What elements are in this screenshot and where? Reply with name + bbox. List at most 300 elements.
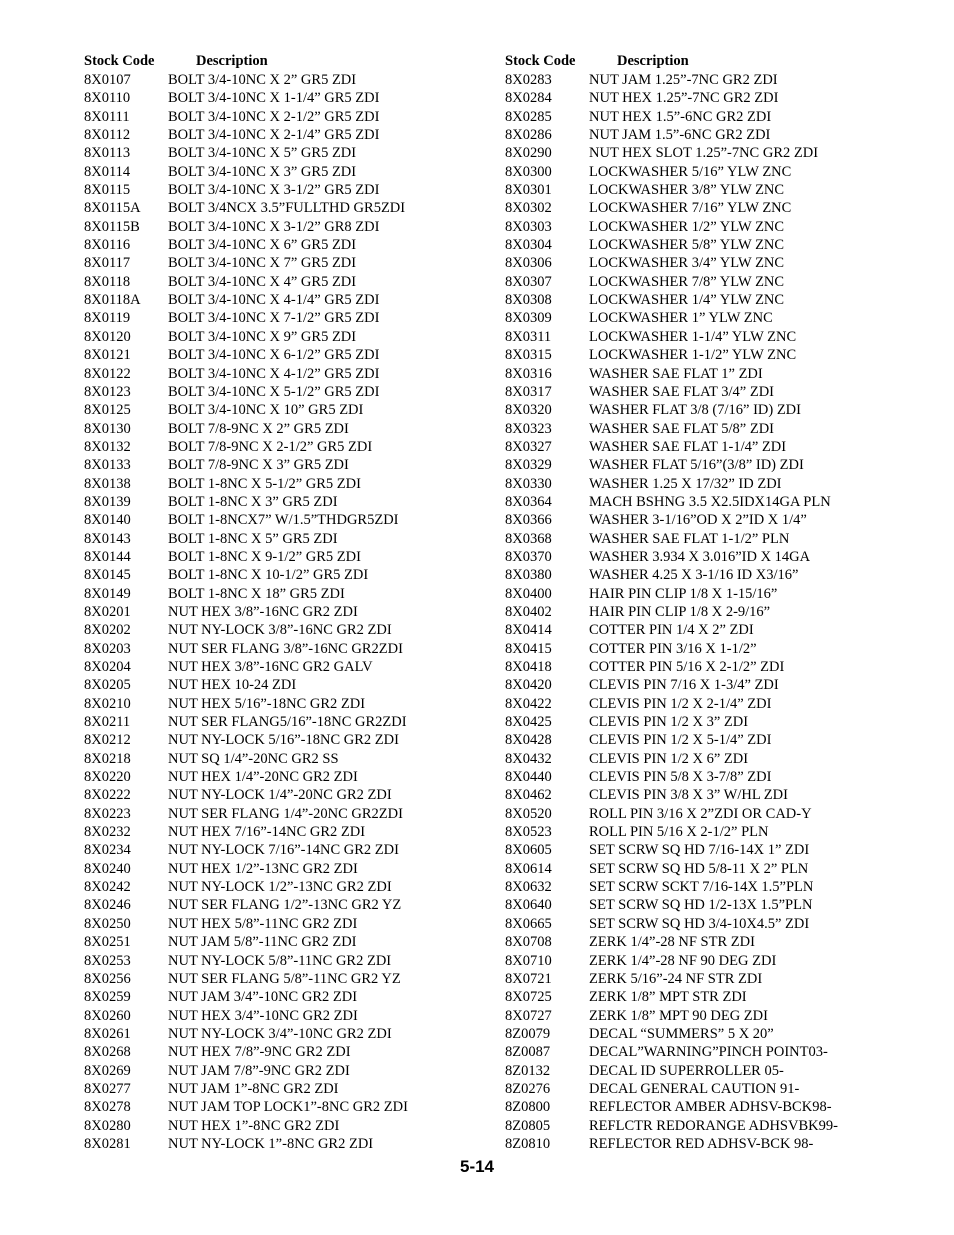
stock-code: 8X0115A [84,200,141,217]
part-description: LOCKWASHER 5/8” YLW ZNC [589,237,785,254]
table-row [505,1043,925,1061]
part-description: NUT HEX 1.5”-6NC GR2 ZDI [589,108,772,125]
stock-code: 8X0242 [84,879,131,896]
part-description: NUT HEX 7/16”-14NC GR2 ZDI [168,824,366,841]
table-row [505,475,925,493]
table-row [84,860,484,878]
part-description: NUT HEX SLOT 1.25”-7NC GR2 ZDI [589,145,819,162]
table-row [505,750,925,768]
part-description: LOCKWASHER 1/2” YLW ZNC [589,218,785,235]
stock-code: 8X0428 [505,732,552,749]
stock-code: 8X0246 [84,897,131,914]
table-row [84,1062,484,1080]
stock-code: 8X0422 [505,695,552,712]
stock-code: 8X0281 [84,1135,131,1152]
stock-code: 8X0251 [84,934,131,951]
table-row [505,786,925,804]
stock-code: 8X0425 [505,714,552,731]
part-description: BOLT 3/4-10NC X 7-1/2” GR5 ZDI [168,310,380,327]
part-description: NUT HEX 1/4”-20NC GR2 ZDI [168,769,358,786]
part-description: BOLT 3/4-10NC X 3-1/2” GR5 ZDI [168,182,380,199]
part-description: NUT JAM 1.5”-6NC GR2 ZDI [589,127,771,144]
stock-code: 8X0204 [84,659,131,675]
table-row [505,1080,925,1098]
stock-code: 8X0120 [84,328,131,345]
part-description: LOCKWASHER 1/4” YLW ZNC [589,292,785,309]
table-row [84,181,484,199]
stock-code: 8X0727 [505,1007,552,1024]
table-row [505,199,925,217]
stock-code: 8X0118 [84,273,131,290]
stock-code: 8X0259 [84,989,131,1006]
stock-code: 8X0303 [505,218,552,235]
part-description: SET SCRW SQ HD 5/8-11 X 2” PLN [589,860,809,877]
stock-code: 8X0309 [505,310,552,327]
stock-code: 8X0440 [505,769,552,786]
part-description: NUT JAM 1”-8NC GR2 ZDI [168,1080,339,1097]
stock-code: 8X0308 [505,292,552,309]
stock-code: 8X0614 [505,860,552,877]
table-row [505,71,925,89]
part-description: NUT NY-LOCK 3/4”-10NC GR2 ZDI [168,1025,392,1042]
table-row [505,658,925,676]
table-row [505,181,925,199]
part-description: NUT HEX 1.25”-7NC GR2 ZDI [589,90,779,107]
part-description: NUT JAM TOP LOCK1”-8NC GR2 ZDI [168,1099,408,1116]
part-description: BOLT 3/4-10NC X 1-1/4” GR5 ZDI [168,90,380,107]
table-row [84,218,484,236]
page-number: 5-14 [459,1157,495,1176]
table-row [505,144,925,162]
stock-code: 8X0268 [84,1044,131,1061]
part-description: MACH BSHNG 3.5 X2.5IDX14GA PLN [589,493,831,510]
table-row [84,566,484,584]
part-description: LOCKWASHER 5/16” YLW ZNC [589,163,792,180]
stock-code: 8X0112 [84,127,131,144]
stock-code: 8X0330 [505,475,552,492]
stock-code: 8X0253 [84,952,131,969]
part-description: NUT JAM 5/8”-11NC GR2 ZDI [168,934,357,951]
table-row [505,456,925,474]
table-row [505,731,925,749]
part-description: NUT SER FLANG 3/8”-16NC GR2ZDI [168,640,403,657]
stock-code: 8Z0805 [505,1117,551,1134]
stock-code: 8X0149 [84,585,131,602]
part-description: COTTER PIN 1/4 X 2” ZDI [589,622,754,639]
part-description: ZERK 5/16”-24 NF STR ZDI [589,970,763,987]
stock-code: 8X0632 [505,879,552,896]
table-row [84,438,484,456]
stock-code: 8X0300 [505,163,552,180]
part-description: BOLT 3/4-10NC X 2-1/2” GR5 ZDI [168,108,380,125]
part-description: NUT NY-LOCK 5/8”-11NC GR2 ZDI [168,952,392,969]
table-row [84,603,484,621]
part-description: LOCKWASHER 1-1/4” YLW ZNC [589,328,797,345]
stock-code: 8X0250 [84,915,131,932]
part-description: NUT HEX 5/8”-11NC GR2 ZDI [168,915,358,932]
stock-code: 8X0520 [505,805,552,822]
table-row [505,1135,925,1153]
part-description: CLEVIS PIN 1/2 X 2-1/4” ZDI [589,695,772,712]
stock-code: 8X0370 [505,548,552,565]
part-description: WASHER 3.934 X 3.016”ID X 14GA [589,548,811,565]
part-description: DECAL GENERAL CAUTION 91- [589,1080,800,1097]
stock-code: 8X0380 [505,567,552,584]
table-row [505,254,925,272]
part-description: CLEVIS PIN 3/8 X 3” W/HL ZDI [589,787,788,804]
table-row [84,346,484,364]
part-description: REFLECTOR RED ADHSV-BCK 98- [589,1135,814,1152]
stock-code: 8X0725 [505,989,552,1006]
part-description: BOLT 3/4-10NC X 4” GR5 ZDI [168,273,357,290]
header-description: Description [196,53,268,69]
table-row [84,1007,484,1025]
stock-code: 8X0218 [84,750,131,767]
stock-code: 8X0280 [84,1117,131,1134]
part-description: BOLT 1-8NCX7” W/1.5”THDGR5ZDI [168,512,399,529]
stock-code: 8Z0276 [505,1080,551,1097]
part-description: CLEVIS PIN 7/16 X 1-3/4” ZDI [589,677,779,694]
part-description: REFLCTR REDORANGE ADHSVBK99- [589,1117,838,1134]
table-row [84,420,484,438]
stock-code: 8X0311 [505,328,552,345]
part-description: CLEVIS PIN 5/8 X 3-7/8” ZDI [589,769,772,786]
table-row [84,548,484,566]
part-description: WASHER SAE FLAT 1-1/4” ZDI [589,438,787,455]
part-description: BOLT 3/4-10NC X 4-1/4” GR5 ZDI [168,292,380,309]
stock-code: 8X0400 [505,585,552,602]
table-row [84,695,484,713]
stock-code: 8X0115 [84,182,131,199]
part-description: DECAL “SUMMERS” 5 X 20” [589,1025,774,1042]
part-description: BOLT 3/4-10NC X 5” GR5 ZDI [168,145,357,162]
part-description: WASHER FLAT 3/8 (7/16” ID) ZDI [589,402,801,419]
table-row [505,566,925,584]
part-description: LOCKWASHER 1” YLW ZNC [589,310,773,327]
table-row [505,218,925,236]
table-row [84,71,484,89]
stock-code: 8X0323 [505,420,552,437]
stock-code: 8Z0800 [505,1099,551,1116]
stock-code: 8X0721 [505,970,552,987]
part-description: BOLT 3/4NCX 3.5”FULLTHD GR5ZDI [168,200,406,217]
part-description: BOLT 7/8-9NC X 2-1/2” GR5 ZDI [168,438,373,455]
table-row [505,309,925,327]
stock-code: 8X0286 [505,127,552,144]
stock-code: 8X0125 [84,402,131,419]
stock-code: 8X0329 [505,457,552,474]
stock-code: 8X0320 [505,402,552,419]
part-description: NUT JAM 1.25”-7NC GR2 ZDI [589,72,778,88]
table-row [84,273,484,291]
part-description: BOLT 3/4-10NC X 10” GR5 ZDI [168,402,364,419]
stock-code: 8X0118A [84,292,141,309]
stock-code: 8X0432 [505,750,552,767]
stock-code: 8X0223 [84,805,131,822]
table-row [84,731,484,749]
part-description: ZERK 1/4”-28 NF 90 DEG ZDI [589,952,777,969]
part-description: BOLT 1-8NC X 10-1/2” GR5 ZDI [168,567,369,584]
stock-code: 8X0110 [84,90,131,107]
part-description: HAIR PIN CLIP 1/8 X 2-9/16” [589,603,771,620]
part-description: NUT SER FLANG 1/2”-13NC GR2 YZ [168,897,402,914]
part-description: BOLT 3/4-10NC X 6” GR5 ZDI [168,237,357,254]
parts-column-right [505,51,925,1153]
stock-code: 8X0301 [505,182,552,199]
table-row [505,108,925,126]
stock-code: 8X0269 [84,1062,131,1079]
stock-code: 8X0143 [84,530,131,547]
part-description: BOLT 1-8NC X 3” GR5 ZDI [168,493,338,510]
table-row [505,493,925,511]
part-description: SET SCRW SQ HD 7/16-14X 1” ZDI [589,842,810,859]
part-description: NUT SER FLANG5/16”-18NC GR2ZDI [168,714,407,731]
part-description: WASHER SAE FLAT 5/8” ZDI [589,420,775,437]
table-row [505,933,925,951]
part-description: NUT HEX 1”-8NC GR2 ZDI [168,1117,340,1134]
part-description: NUT JAM 3/4”-10NC GR2 ZDI [168,989,358,1006]
stock-code: 8X0708 [505,934,552,951]
stock-code: 8X0222 [84,787,131,804]
part-description: LOCKWASHER 7/16” YLW ZNC [589,200,792,217]
stock-code: 8X0306 [505,255,552,272]
table-row [505,768,925,786]
part-description: WASHER 1.25 X 17/32” ID ZDI [589,475,782,492]
table-row [505,878,925,896]
stock-code: 8X0462 [505,787,552,804]
part-description: NUT HEX 3/8”-16NC GR2 GALV [168,659,373,675]
part-description: NUT NY-LOCK 3/8”-16NC GR2 ZDI [168,622,392,639]
table-row [84,236,484,254]
part-description: BOLT 3/4-10NC X 4-1/2” GR5 ZDI [168,365,380,382]
stock-code: 8X0418 [505,659,552,675]
part-description: ZERK 1/8” MPT 90 DEG ZDI [589,1007,768,1024]
stock-code: 8X0202 [84,622,131,639]
table-row [84,254,484,272]
table-row [84,163,484,181]
table-row [84,1117,484,1135]
table-row [84,475,484,493]
stock-code: 8X0283 [505,72,552,88]
table-row [505,860,925,878]
part-description: BOLT 1-8NC X 5-1/2” GR5 ZDI [168,475,361,492]
table-row [505,420,925,438]
table-row [84,988,484,1006]
table-row [505,511,925,529]
table-row [84,126,484,144]
stock-code: 8X0203 [84,640,131,657]
part-description: NUT NY-LOCK 1/2”-13NC GR2 ZDI [168,879,392,896]
part-description: ROLL PIN 5/16 X 2-1/2” PLN [589,824,769,841]
stock-code: 8X0115B [84,218,140,235]
table-row [84,952,484,970]
part-description: CLEVIS PIN 1/2 X 6” ZDI [589,750,749,767]
stock-code: 8X0234 [84,842,131,859]
header-stock-code: Stock Code [84,53,155,69]
stock-code: 8X0420 [505,677,552,694]
part-description: NUT HEX 1/2”-13NC GR2 ZDI [168,860,358,877]
part-description: DECAL”WARNING”PINCH POINT03- [589,1044,828,1061]
stock-code: 8X0710 [505,952,552,969]
table-row [505,640,925,658]
table-row [84,108,484,126]
part-description: COTTER PIN 5/16 X 2-1/2” ZDI [589,659,785,675]
table-row [84,915,484,933]
parts-list [505,71,925,1153]
stock-code: 8X0144 [84,548,131,565]
table-row [505,896,925,914]
table-row [505,676,925,694]
part-description: BOLT 1-8NC X 9-1/2” GR5 ZDI [168,548,361,565]
part-description: LOCKWASHER 1-1/2” YLW ZNC [589,347,797,364]
table-row [505,988,925,1006]
part-description: SET SCRW SQ HD 1/2-13X 1.5”PLN [589,897,813,914]
stock-code: 8X0220 [84,769,131,786]
stock-code: 8X0205 [84,677,131,694]
stock-code: 8X0665 [505,915,552,932]
table-row [505,346,925,364]
part-description: BOLT 3/4-10NC X 6-1/2” GR5 ZDI [168,347,380,364]
stock-code: 8Z0079 [505,1025,551,1042]
part-description: BOLT 3/4-10NC X 3” GR5 ZDI [168,163,357,180]
column-header [84,51,484,71]
table-row [505,365,925,383]
table-row [84,365,484,383]
stock-code: 8X0138 [84,475,131,492]
table-row [84,291,484,309]
part-description: DECAL ID SUPERROLLER 05- [589,1062,784,1079]
table-row [84,970,484,988]
stock-code: 8Z0132 [505,1062,551,1079]
table-row [505,841,925,859]
table-row [84,621,484,639]
table-row [84,1043,484,1061]
part-description: WASHER 4.25 X 3-1/16 ID X3/16” [589,567,799,584]
part-description: NUT NY-LOCK 7/16”-14NC GR2 ZDI [168,842,399,859]
part-description: WASHER FLAT 5/16”(3/8” ID) ZDI [589,457,804,474]
table-row [505,823,925,841]
part-description: ROLL PIN 3/16 X 2”ZDI OR CAD-Y [589,805,812,822]
table-row [505,89,925,107]
table-row [84,750,484,768]
stock-code: 8X0605 [505,842,552,859]
table-row [505,585,925,603]
part-description: BOLT 3/4-10NC X 5-1/2” GR5 ZDI [168,383,380,400]
table-row [505,328,925,346]
stock-code: 8X0640 [505,897,552,914]
table-row [84,841,484,859]
part-description: BOLT 1-8NC X 5” GR5 ZDI [168,530,338,547]
part-description: BOLT 3/4-10NC X 7” GR5 ZDI [168,255,357,272]
table-row [84,585,484,603]
part-description: HAIR PIN CLIP 1/8 X 1-15/16” [589,585,778,602]
stock-code: 8X0402 [505,603,552,620]
table-row [84,1025,484,1043]
table-row [84,383,484,401]
part-description: CLEVIS PIN 1/2 X 3” ZDI [589,714,749,731]
stock-code: 8X0122 [84,365,131,382]
table-row [84,511,484,529]
part-description: BOLT 3/4-10NC X 9” GR5 ZDI [168,328,357,345]
table-row [84,676,484,694]
table-row [505,530,925,548]
part-description: LOCKWASHER 3/4” YLW ZNC [589,255,785,272]
parts-column-left [84,51,484,1153]
stock-code: 8X0210 [84,695,131,712]
stock-code: 8X0256 [84,970,131,987]
table-row [505,621,925,639]
stock-code: 8X0121 [84,347,131,364]
table-row [505,126,925,144]
part-description: REFLECTOR AMBER ADHSV-BCK98- [589,1099,832,1116]
stock-code: 8X0133 [84,457,131,474]
part-description: WASHER 3-1/16”OD X 2”ID X 1/4” [589,512,807,529]
stock-code: 8Z0810 [505,1135,551,1152]
stock-code: 8X0132 [84,438,131,455]
part-description: BOLT 7/8-9NC X 3” GR5 ZDI [168,457,349,474]
table-row [84,328,484,346]
stock-code: 8X0123 [84,383,131,400]
table-row [84,309,484,327]
part-description: SET SCRW SQ HD 3/4-10X4.5” ZDI [589,915,810,932]
table-row [505,805,925,823]
part-description: NUT SER FLANG 5/8”-11NC GR2 YZ [168,970,401,987]
part-description: NUT HEX 3/8”-16NC GR2 ZDI [168,603,358,620]
table-row [505,401,925,419]
table-row [505,695,925,713]
table-row [505,1025,925,1043]
stock-code: 8X0232 [84,824,131,841]
stock-code: 8X0364 [505,493,552,510]
stock-code: 8X0284 [505,90,552,107]
header-stock-code: Stock Code [505,53,576,69]
table-row [84,713,484,731]
part-description: LOCKWASHER 3/8” YLW ZNC [589,182,785,199]
stock-code: 8X0211 [84,714,131,731]
part-description: CLEVIS PIN 1/2 X 5-1/4” ZDI [589,732,772,749]
part-description: WASHER SAE FLAT 3/4” ZDI [589,383,775,400]
table-row [84,530,484,548]
header-description: Description [617,53,689,69]
stock-code: 8X0366 [505,512,552,529]
stock-code: 8X0302 [505,200,552,217]
part-description: NUT SER FLANG 1/4”-20NC GR2ZDI [168,805,403,822]
part-description: BOLT 3/4-10NC X 3-1/2” GR8 ZDI [168,218,380,235]
table-row [505,383,925,401]
table-row [84,89,484,107]
part-description: WASHER SAE FLAT 1-1/2” PLN [589,530,790,547]
stock-code: 8X0261 [84,1025,131,1042]
stock-code: 8X0368 [505,530,552,547]
table-row [84,878,484,896]
table-row [84,1098,484,1116]
stock-code: 8X0317 [505,383,552,400]
stock-code: 8X0116 [84,237,131,254]
stock-code: 8X0327 [505,438,552,455]
part-description: COTTER PIN 3/16 X 1-1/2” [589,640,757,657]
stock-code: 8X0117 [84,255,131,272]
column-header [505,51,925,71]
table-row [505,1117,925,1135]
stock-code: 8X0304 [505,237,552,254]
part-description: NUT HEX 10-24 ZDI [168,677,297,694]
table-row [505,163,925,181]
table-row [84,144,484,162]
stock-code: 8X0111 [84,108,130,125]
part-description: WASHER SAE FLAT 1” ZDI [589,365,763,382]
table-row [505,236,925,254]
stock-code: 8X0290 [505,145,552,162]
